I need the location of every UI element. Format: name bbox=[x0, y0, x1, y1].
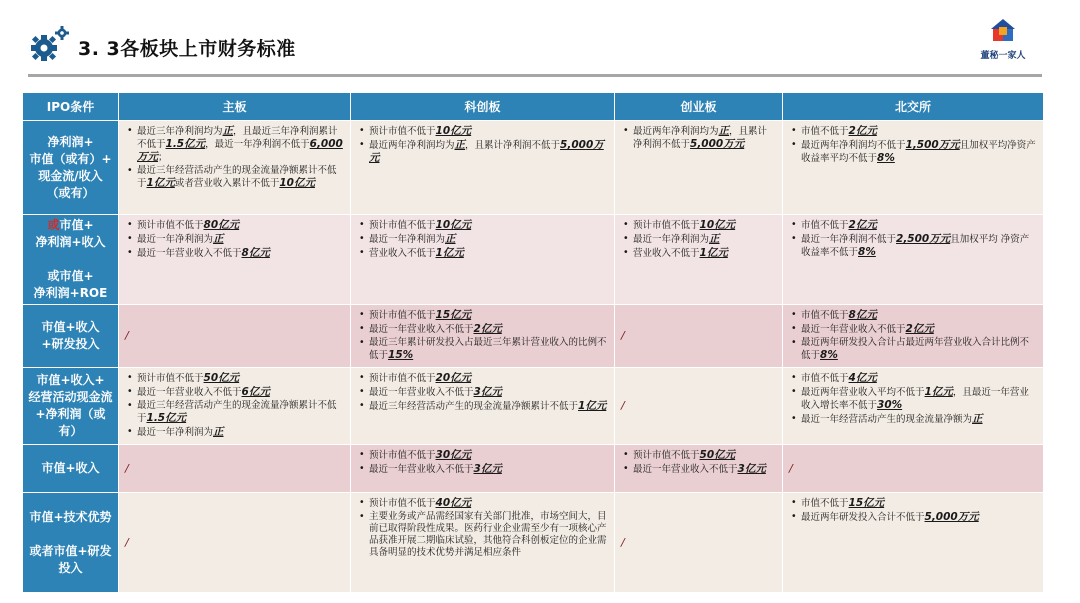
criteria-item: • 最近三年经营活动产生的现金流量净额累计不低于1.5亿元 bbox=[125, 400, 344, 425]
criteria-threshold: 15亿元 bbox=[435, 309, 472, 321]
criteria-threshold: 20亿元 bbox=[435, 372, 472, 384]
bse-cell: / bbox=[783, 445, 1044, 493]
criteria-item: • 最近一年营业收入不低于3亿元 bbox=[621, 463, 776, 476]
bse-cell bbox=[783, 215, 1044, 305]
criteria-threshold: 5,000万元 bbox=[690, 138, 745, 150]
criteria-item: • 预计市值不低于50亿元 bbox=[125, 372, 344, 385]
criteria-item: • 最近三年净利润均为正，且最近三年净利润累计不低于1.5亿元，最近一年净利润不低于6,000万元； bbox=[125, 125, 344, 164]
criteria-item: • 最近两年营业收入平均不低于1亿元，且最近一年营业收入增长率不低于30% bbox=[789, 386, 1037, 412]
condition-line: 或市值+ bbox=[47, 218, 94, 232]
criteria-threshold: 80亿元 bbox=[203, 219, 240, 231]
criteria-item: • 预计市值不低于20亿元 bbox=[357, 372, 608, 385]
table-row bbox=[23, 121, 1044, 215]
table-row bbox=[23, 493, 1044, 593]
condition-label bbox=[23, 368, 119, 445]
criteria-item: • 最近两年净利润均为正，且累计净利润不低于5,000万元 bbox=[621, 125, 776, 151]
condition-line: 市值（或有）+ bbox=[29, 151, 112, 166]
condition-label bbox=[23, 215, 119, 305]
criteria-list bbox=[125, 219, 344, 260]
table-header-row bbox=[23, 93, 1044, 121]
criteria-list bbox=[789, 309, 1037, 362]
condition-or-marker: 或 bbox=[47, 218, 60, 232]
gem-cell bbox=[615, 215, 783, 305]
star-cell bbox=[351, 445, 615, 493]
criteria-item: • 最近两年净利润均为正，且累计净利润不低于5,000万元 bbox=[357, 139, 608, 165]
criteria-threshold: 30% bbox=[877, 399, 903, 411]
table-row bbox=[23, 445, 1044, 493]
criteria-item: • 最近两年研发投入合计占最近两年营业收入合计比例不低于8% bbox=[789, 337, 1037, 362]
condition-line: 或者市值+研发 bbox=[29, 543, 112, 558]
criteria-threshold: 正 bbox=[454, 139, 466, 151]
brand-logo bbox=[972, 18, 1034, 66]
star-cell bbox=[351, 305, 615, 368]
condition-line: 净利润+ROE bbox=[33, 286, 108, 300]
criteria-item: • 市值不低于15亿元 bbox=[789, 497, 1037, 510]
page-title: 3. 3各板块上市财务标准 bbox=[78, 38, 296, 60]
condition-line: 或市值+ bbox=[47, 269, 94, 283]
star-cell bbox=[351, 493, 615, 593]
house-logo-icon bbox=[990, 18, 1016, 42]
gem-cell: / bbox=[615, 368, 783, 445]
criteria-list bbox=[789, 497, 1037, 524]
main-cell: / bbox=[119, 445, 351, 493]
condition-line: +研发投入 bbox=[41, 337, 100, 351]
criteria-threshold: 10亿元 bbox=[699, 219, 736, 231]
criteria-item: • 最近一年净利润为正 bbox=[621, 233, 776, 246]
table-row bbox=[23, 368, 1044, 445]
bse-cell bbox=[783, 368, 1044, 445]
criteria-threshold: 1,500万元 bbox=[905, 139, 960, 151]
gem-cell bbox=[615, 445, 783, 493]
bse-cell bbox=[783, 305, 1044, 368]
criteria-threshold: 8亿元 bbox=[848, 309, 877, 321]
column-header: 科创板 bbox=[351, 93, 615, 121]
column-header: 北交所 bbox=[783, 93, 1044, 121]
criteria-list bbox=[789, 372, 1037, 426]
criteria-threshold: 8亿元 bbox=[241, 247, 270, 259]
criteria-threshold: 6,000万元 bbox=[137, 138, 343, 163]
criteria-item: • 预计市值不低于50亿元 bbox=[621, 449, 776, 462]
criteria-threshold: 5,000万元 bbox=[924, 511, 979, 523]
criteria-list bbox=[357, 372, 608, 413]
criteria-threshold: 40亿元 bbox=[435, 497, 472, 509]
criteria-item: • 最近一年净利润不低于2,500万元且加权平均 净资产收益率不低于8% bbox=[789, 233, 1037, 259]
criteria-threshold: 50亿元 bbox=[699, 449, 736, 461]
criteria-item: • 最近三年经营活动产生的现金流量净额累计不低于1亿元 bbox=[357, 400, 608, 413]
table-row bbox=[23, 305, 1044, 368]
criteria-threshold: 1.5亿元 bbox=[146, 412, 187, 424]
criteria-threshold: 10亿元 bbox=[435, 125, 472, 137]
criteria-threshold: 50亿元 bbox=[203, 372, 240, 384]
criteria-list bbox=[125, 125, 344, 190]
column-header: IPO条件 bbox=[23, 93, 119, 121]
criteria-item: • 预计市值不低于80亿元 bbox=[125, 219, 344, 232]
criteria-item: • 最近一年净利润为正 bbox=[125, 233, 344, 246]
star-cell bbox=[351, 215, 615, 305]
criteria-item: • 预计市值不低于10亿元 bbox=[621, 219, 776, 232]
condition-line: 投入 bbox=[58, 560, 83, 575]
criteria-item: • 最近两年研发投入合计不低于5,000万元 bbox=[789, 511, 1037, 524]
criteria-list bbox=[357, 497, 608, 559]
criteria-threshold: 1亿元 bbox=[435, 247, 464, 259]
criteria-item: • 最近一年营业收入不低于2亿元 bbox=[357, 323, 608, 336]
criteria-item: • 最近一年营业收入不低于2亿元 bbox=[789, 323, 1037, 336]
logo-text: 董秘一家人 bbox=[980, 51, 1026, 61]
criteria-list bbox=[789, 219, 1037, 259]
gem-cell: / bbox=[615, 305, 783, 368]
criteria-threshold: 正 bbox=[972, 413, 983, 425]
criteria-item: • 最近一年营业收入不低于6亿元 bbox=[125, 386, 344, 399]
criteria-item: • 最近三年累计研发投入占最近三年累计营业收入的比例不低于15% bbox=[357, 337, 608, 362]
criteria-threshold: 8% bbox=[858, 246, 876, 258]
criteria-list bbox=[621, 449, 776, 476]
criteria-list bbox=[621, 125, 776, 151]
criteria-item: • 最近三年经营活动产生的现金流量净额累计不低于1亿元或者营业收入累计不低于10亿元 bbox=[125, 165, 344, 190]
condition-label bbox=[23, 493, 119, 593]
header-divider bbox=[28, 74, 1042, 77]
criteria-item: • 最近两年净利润均不低于1,500万元且加权平均净资产收益率平均不低于8% bbox=[789, 139, 1037, 165]
criteria-list bbox=[357, 219, 608, 260]
criteria-threshold: 6亿元 bbox=[241, 386, 270, 398]
criteria-threshold: 1亿元 bbox=[578, 400, 607, 412]
criteria-threshold: 1亿元 bbox=[924, 386, 953, 398]
criteria-threshold: 正 bbox=[718, 125, 730, 137]
criteria-item: • 市值不低于2亿元 bbox=[789, 219, 1037, 232]
condition-line bbox=[25, 251, 116, 268]
main-cell: / bbox=[119, 305, 351, 368]
main-cell bbox=[119, 121, 351, 215]
column-header: 主板 bbox=[119, 93, 351, 121]
criteria-threshold: 正 bbox=[213, 233, 224, 245]
condition-line: 现金流/收入 bbox=[38, 168, 103, 183]
criteria-item: • 市值不低于4亿元 bbox=[789, 372, 1037, 385]
criteria-item: • 最近一年营业收入不低于3亿元 bbox=[357, 386, 608, 399]
criteria-item: • 预计市值不低于15亿元 bbox=[357, 309, 608, 322]
criteria-item: • 最近一年净利润为正 bbox=[125, 426, 344, 439]
criteria-item: • 预计市值不低于40亿元 bbox=[357, 497, 608, 510]
criteria-threshold: 8% bbox=[820, 349, 838, 361]
condition-line: 净利润+ bbox=[47, 134, 94, 149]
star-cell bbox=[351, 121, 615, 215]
criteria-threshold: 4亿元 bbox=[848, 372, 877, 384]
main-cell bbox=[119, 368, 351, 445]
criteria-list bbox=[357, 125, 608, 165]
criteria-item: • 最近一年营业收入不低于8亿元 bbox=[125, 247, 344, 260]
main-cell: / bbox=[119, 493, 351, 593]
criteria-threshold: 2亿元 bbox=[848, 125, 877, 137]
gem-cell bbox=[615, 121, 783, 215]
criteria-item: • 营业收入不低于1亿元 bbox=[621, 247, 776, 260]
criteria-threshold: 10亿元 bbox=[279, 177, 315, 189]
criteria-threshold: 30亿元 bbox=[435, 449, 472, 461]
condition-line: （或有） bbox=[46, 185, 95, 200]
condition-line: 经营活动现金流 bbox=[28, 390, 113, 404]
listing-standards-table bbox=[22, 92, 1044, 593]
main-cell bbox=[119, 215, 351, 305]
criteria-list bbox=[357, 449, 608, 476]
criteria-item: • 最近一年营业收入不低于3亿元 bbox=[357, 463, 608, 476]
gear-icon bbox=[28, 24, 72, 64]
criteria-threshold: 正 bbox=[213, 426, 224, 438]
criteria-threshold: 3亿元 bbox=[737, 463, 766, 475]
criteria-item: • 市值不低于2亿元 bbox=[789, 125, 1037, 138]
condition-line: 市值+收入+ bbox=[36, 373, 105, 387]
condition-label bbox=[23, 445, 119, 493]
criteria-item: • 营业收入不低于1亿元 bbox=[357, 247, 608, 260]
criteria-threshold: 正 bbox=[709, 233, 720, 245]
criteria-threshold: 正 bbox=[445, 233, 456, 245]
condition-line: 市值+收入 bbox=[41, 320, 100, 334]
criteria-threshold: 2亿元 bbox=[473, 323, 502, 335]
criteria-threshold: 1.5亿元 bbox=[165, 138, 206, 150]
page-header bbox=[0, 0, 1080, 78]
bse-cell bbox=[783, 121, 1044, 215]
star-cell bbox=[351, 368, 615, 445]
criteria-threshold: 10亿元 bbox=[435, 219, 472, 231]
condition-label bbox=[23, 121, 119, 215]
condition-line: 有） bbox=[58, 424, 83, 438]
criteria-threshold: 1亿元 bbox=[146, 177, 175, 189]
criteria-item: • 预计市值不低于10亿元 bbox=[357, 219, 608, 232]
gem-cell: / bbox=[615, 493, 783, 593]
condition-line: 市值+技术优势 bbox=[29, 509, 112, 524]
criteria-item: • 预计市值不低于30亿元 bbox=[357, 449, 608, 462]
criteria-item: • 预计市值不低于10亿元 bbox=[357, 125, 608, 138]
criteria-list bbox=[621, 219, 776, 260]
criteria-item: • 最近一年净利润为正 bbox=[357, 233, 608, 246]
column-header: 创业板 bbox=[615, 93, 783, 121]
criteria-list bbox=[789, 125, 1037, 165]
criteria-list bbox=[357, 309, 608, 362]
criteria-threshold: 5,000万元 bbox=[369, 139, 604, 164]
criteria-threshold: 1亿元 bbox=[699, 247, 728, 259]
criteria-threshold: 2亿元 bbox=[848, 219, 877, 231]
criteria-threshold: 3亿元 bbox=[473, 463, 502, 475]
condition-line: +净利润（或 bbox=[35, 407, 106, 421]
criteria-threshold: 15% bbox=[388, 349, 414, 361]
table-row bbox=[23, 215, 1044, 305]
criteria-threshold: 8% bbox=[877, 152, 895, 164]
condition-line: 净利润+收入 bbox=[35, 235, 106, 249]
criteria-item: • 最近一年经营活动产生的现金流量净额为正 bbox=[789, 413, 1037, 426]
condition-line: 市值+收入 bbox=[41, 461, 100, 475]
criteria-threshold: 正 bbox=[222, 125, 234, 137]
criteria-threshold: 3亿元 bbox=[473, 386, 502, 398]
criteria-threshold: 15亿元 bbox=[848, 497, 885, 509]
criteria-item: • 市值不低于8亿元 bbox=[789, 309, 1037, 322]
bse-cell bbox=[783, 493, 1044, 593]
criteria-threshold: 2亿元 bbox=[905, 323, 934, 335]
criteria-item: • 主要业务或产品需经国家有关部门批准，市场空间大，目前已取得阶段性成果。医药行业企业需至少有一项核心产品获准开展二期临床试验，其他符合科创板定位的企业需具备明显的技术优势并满足相应条件 bbox=[357, 511, 608, 559]
condition-label bbox=[23, 305, 119, 368]
criteria-list bbox=[125, 372, 344, 439]
condition-line bbox=[25, 526, 116, 543]
criteria-threshold: 2,500万元 bbox=[896, 233, 951, 245]
